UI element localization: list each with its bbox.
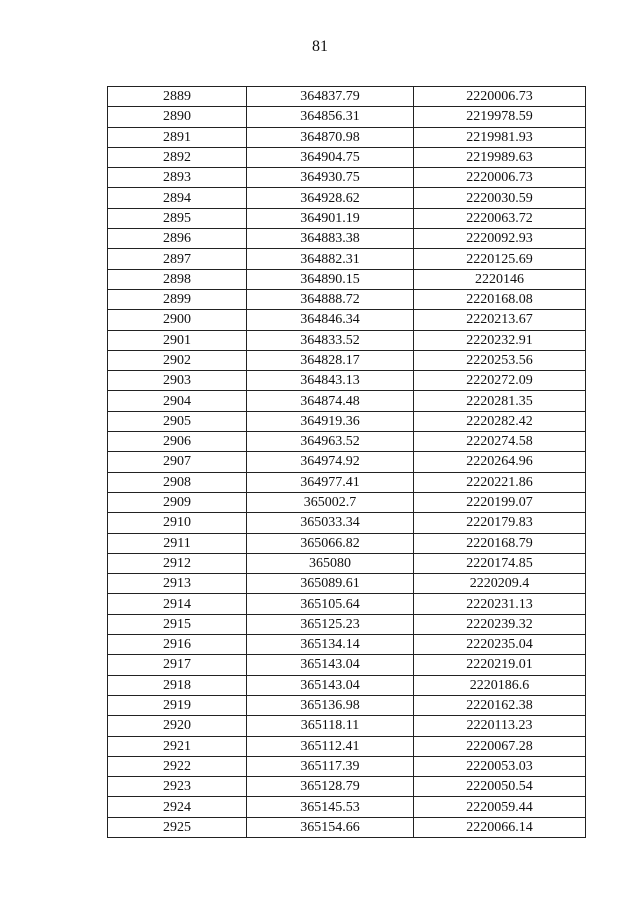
point-number-cell: 2899 [108,289,247,309]
point-number-cell: 2916 [108,635,247,655]
point-number-cell: 2923 [108,777,247,797]
table-row [108,777,586,797]
y-coordinate-cell: 2220272.09 [414,371,586,391]
point-number-cell: 2893 [108,168,247,188]
x-coordinate-cell: 364901.19 [247,208,414,228]
y-coordinate-cell: 2220231.13 [414,594,586,614]
y-coordinate-cell: 2220050.54 [414,777,586,797]
y-coordinate-cell: 2220253.56 [414,350,586,370]
y-coordinate-cell: 2220006.73 [414,168,586,188]
point-number-cell: 2902 [108,350,247,370]
y-coordinate-cell: 2219981.93 [414,127,586,147]
table-row [108,87,586,107]
table-row [108,492,586,512]
table-row [108,188,586,208]
point-number-cell: 2894 [108,188,247,208]
x-coordinate-cell: 365143.04 [247,675,414,695]
point-number-cell: 2898 [108,269,247,289]
x-coordinate-cell: 365134.14 [247,635,414,655]
x-coordinate-cell: 364828.17 [247,350,414,370]
x-coordinate-cell: 364977.41 [247,472,414,492]
point-number-cell: 2919 [108,695,247,715]
y-coordinate-cell: 2220168.08 [414,289,586,309]
y-coordinate-cell: 2220264.96 [414,452,586,472]
point-number-cell: 2897 [108,249,247,269]
table-row [108,756,586,776]
point-number-cell: 2924 [108,797,247,817]
table-row [108,127,586,147]
table-row [108,391,586,411]
point-number-cell: 2918 [108,675,247,695]
x-coordinate-cell: 364856.31 [247,107,414,127]
x-coordinate-cell: 364963.52 [247,432,414,452]
table-row [108,675,586,695]
x-coordinate-cell: 365143.04 [247,655,414,675]
table-row [108,269,586,289]
x-coordinate-cell: 365080 [247,553,414,573]
point-number-cell: 2925 [108,817,247,837]
table-row [108,249,586,269]
x-coordinate-cell: 365117.39 [247,756,414,776]
point-number-cell: 2909 [108,492,247,512]
table-row [108,310,586,330]
table-row [108,147,586,167]
table-row [108,574,586,594]
point-number-cell: 2904 [108,391,247,411]
table-row [108,817,586,837]
y-coordinate-cell: 2220113.23 [414,716,586,736]
x-coordinate-cell: 364843.13 [247,371,414,391]
x-coordinate-cell: 365145.53 [247,797,414,817]
point-number-cell: 2890 [108,107,247,127]
point-number-cell: 2921 [108,736,247,756]
table-row [108,614,586,634]
table-row [108,432,586,452]
table-row [108,736,586,756]
y-coordinate-cell: 2220067.28 [414,736,586,756]
x-coordinate-cell: 364870.98 [247,127,414,147]
table-row [108,472,586,492]
point-number-cell: 2910 [108,513,247,533]
y-coordinate-cell: 2220092.93 [414,229,586,249]
coordinates-table [107,86,586,838]
x-coordinate-cell: 364928.62 [247,188,414,208]
y-coordinate-cell: 2220274.58 [414,432,586,452]
y-coordinate-cell: 2220162.38 [414,695,586,715]
x-coordinate-cell: 364874.48 [247,391,414,411]
x-coordinate-cell: 365089.61 [247,574,414,594]
x-coordinate-cell: 364883.38 [247,229,414,249]
point-number-cell: 2908 [108,472,247,492]
x-coordinate-cell: 365112.41 [247,736,414,756]
table-row [108,635,586,655]
x-coordinate-cell: 365066.82 [247,533,414,553]
table-row [108,716,586,736]
y-coordinate-cell: 2220239.32 [414,614,586,634]
table-row [108,229,586,249]
table-row [108,107,586,127]
table-row [108,330,586,350]
point-number-cell: 2911 [108,533,247,553]
point-number-cell: 2901 [108,330,247,350]
point-number-cell: 2895 [108,208,247,228]
table-row [108,655,586,675]
table-row [108,594,586,614]
table-row [108,452,586,472]
table-row [108,371,586,391]
y-coordinate-cell: 2219989.63 [414,147,586,167]
y-coordinate-cell: 2220063.72 [414,208,586,228]
x-coordinate-cell: 365002.7 [247,492,414,512]
point-number-cell: 2912 [108,553,247,573]
y-coordinate-cell: 2220219.01 [414,655,586,675]
point-number-cell: 2900 [108,310,247,330]
table-row [108,695,586,715]
y-coordinate-cell: 2220168.79 [414,533,586,553]
y-coordinate-cell: 2220282.42 [414,411,586,431]
x-coordinate-cell: 364904.75 [247,147,414,167]
y-coordinate-cell: 2220053.03 [414,756,586,776]
point-number-cell: 2905 [108,411,247,431]
table-row [108,289,586,309]
table-row [108,797,586,817]
point-number-cell: 2889 [108,87,247,107]
x-coordinate-cell: 364833.52 [247,330,414,350]
table-row [108,411,586,431]
x-coordinate-cell: 364837.79 [247,87,414,107]
y-coordinate-cell: 2220059.44 [414,797,586,817]
x-coordinate-cell: 365154.66 [247,817,414,837]
y-coordinate-cell: 2220281.35 [414,391,586,411]
point-number-cell: 2896 [108,229,247,249]
point-number-cell: 2914 [108,594,247,614]
y-coordinate-cell: 2220066.14 [414,817,586,837]
y-coordinate-cell: 2220221.86 [414,472,586,492]
point-number-cell: 2891 [108,127,247,147]
y-coordinate-cell: 2220030.59 [414,188,586,208]
table-row [108,513,586,533]
x-coordinate-cell: 364890.15 [247,269,414,289]
table-row [108,350,586,370]
x-coordinate-cell: 364882.31 [247,249,414,269]
table-row [108,168,586,188]
point-number-cell: 2920 [108,716,247,736]
x-coordinate-cell: 365128.79 [247,777,414,797]
x-coordinate-cell: 365136.98 [247,695,414,715]
point-number-cell: 2913 [108,574,247,594]
x-coordinate-cell: 365118.11 [247,716,414,736]
y-coordinate-cell: 2220125.69 [414,249,586,269]
point-number-cell: 2892 [108,147,247,167]
x-coordinate-cell: 364846.34 [247,310,414,330]
point-number-cell: 2903 [108,371,247,391]
y-coordinate-cell: 2220174.85 [414,553,586,573]
y-coordinate-cell: 2220146 [414,269,586,289]
x-coordinate-cell: 365033.34 [247,513,414,533]
y-coordinate-cell: 2220199.07 [414,492,586,512]
point-number-cell: 2915 [108,614,247,634]
x-coordinate-cell: 364974.92 [247,452,414,472]
point-number-cell: 2906 [108,432,247,452]
y-coordinate-cell: 2220213.67 [414,310,586,330]
x-coordinate-cell: 365125.23 [247,614,414,634]
table-row [108,208,586,228]
y-coordinate-cell: 2220006.73 [414,87,586,107]
y-coordinate-cell: 2220186.6 [414,675,586,695]
y-coordinate-cell: 2219978.59 [414,107,586,127]
x-coordinate-cell: 364888.72 [247,289,414,309]
point-number-cell: 2922 [108,756,247,776]
table-row [108,553,586,573]
x-coordinate-cell: 364919.36 [247,411,414,431]
table-row [108,533,586,553]
page-number: 81 [312,38,328,55]
y-coordinate-cell: 2220209.4 [414,574,586,594]
y-coordinate-cell: 2220179.83 [414,513,586,533]
point-number-cell: 2907 [108,452,247,472]
y-coordinate-cell: 2220232.91 [414,330,586,350]
point-number-cell: 2917 [108,655,247,675]
y-coordinate-cell: 2220235.04 [414,635,586,655]
x-coordinate-cell: 365105.64 [247,594,414,614]
table-body [108,87,586,838]
x-coordinate-cell: 364930.75 [247,168,414,188]
coordinates-table-container [107,86,585,838]
